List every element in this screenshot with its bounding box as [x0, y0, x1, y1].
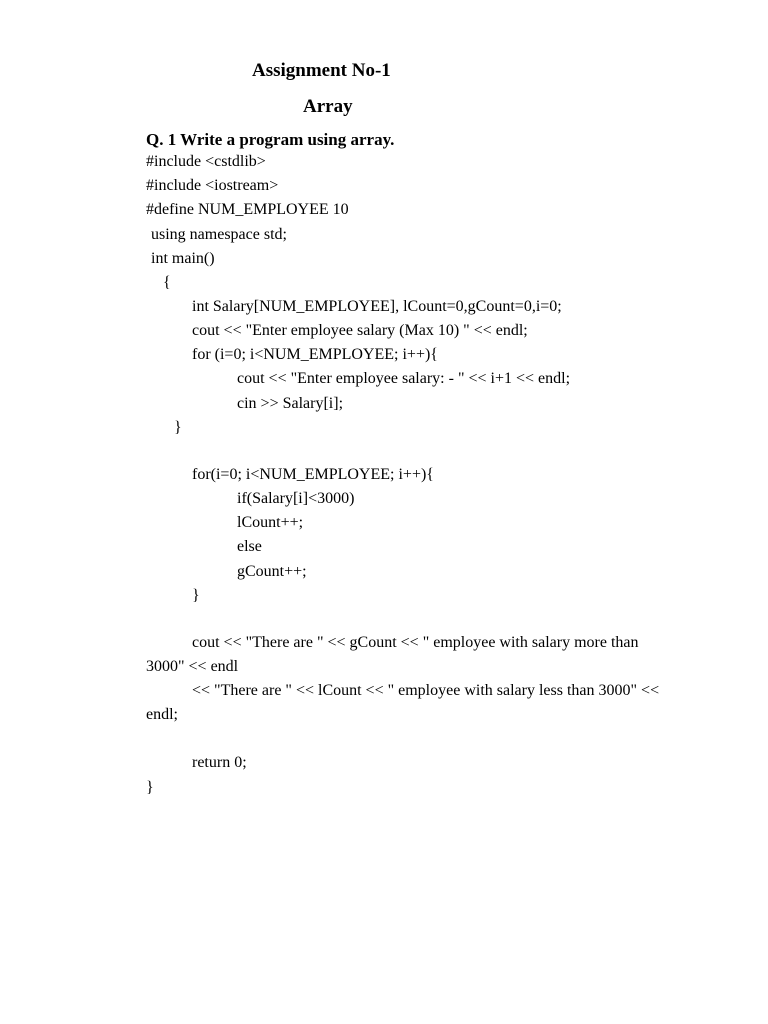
code-line: #include <cstdlib>	[146, 153, 266, 170]
code-line: cout << "Enter employee salary (Max 10) " << endl;	[192, 322, 528, 339]
code-line: lCount++;	[237, 514, 304, 531]
code-line: else	[237, 538, 262, 555]
code-line: for(i=0; i<NUM_EMPLOYEE; i++){	[192, 466, 434, 483]
code-line: }	[192, 587, 200, 604]
document-subtitle: Array	[303, 96, 353, 117]
code-line: int Salary[NUM_EMPLOYEE], lCount=0,gCount=0,i=0;	[192, 298, 562, 315]
question-heading: Q. 1 Write a program using array.	[146, 130, 395, 149]
code-line: cin >> Salary[i];	[237, 395, 344, 412]
document-title: Assignment No-1	[252, 60, 391, 81]
code-line: cout << "Enter employee salary: - " << i+1 << endl;	[237, 370, 571, 387]
code-line: using namespace std;	[151, 226, 287, 243]
code-line: }	[146, 779, 154, 796]
code-line: }	[174, 419, 182, 436]
code-line: << "There are " << lCount << " employee with salary less than 3000" <<	[192, 682, 660, 699]
code-line: if(Salary[i]<3000)	[237, 490, 355, 507]
code-line: for (i=0; i<NUM_EMPLOYEE; i++){	[192, 346, 438, 363]
code-line: {	[163, 274, 171, 291]
code-line: gCount++;	[237, 563, 307, 580]
code-line: 3000" << endl	[146, 658, 239, 675]
code-line: #include <iostream>	[146, 177, 279, 194]
code-line: return 0;	[192, 754, 247, 771]
code-line: cout << "There are " << gCount << " employee with salary more than	[192, 634, 639, 651]
code-line: #define NUM_EMPLOYEE 10	[146, 201, 349, 218]
code-line: int main()	[151, 250, 215, 267]
code-line: endl;	[146, 706, 178, 723]
